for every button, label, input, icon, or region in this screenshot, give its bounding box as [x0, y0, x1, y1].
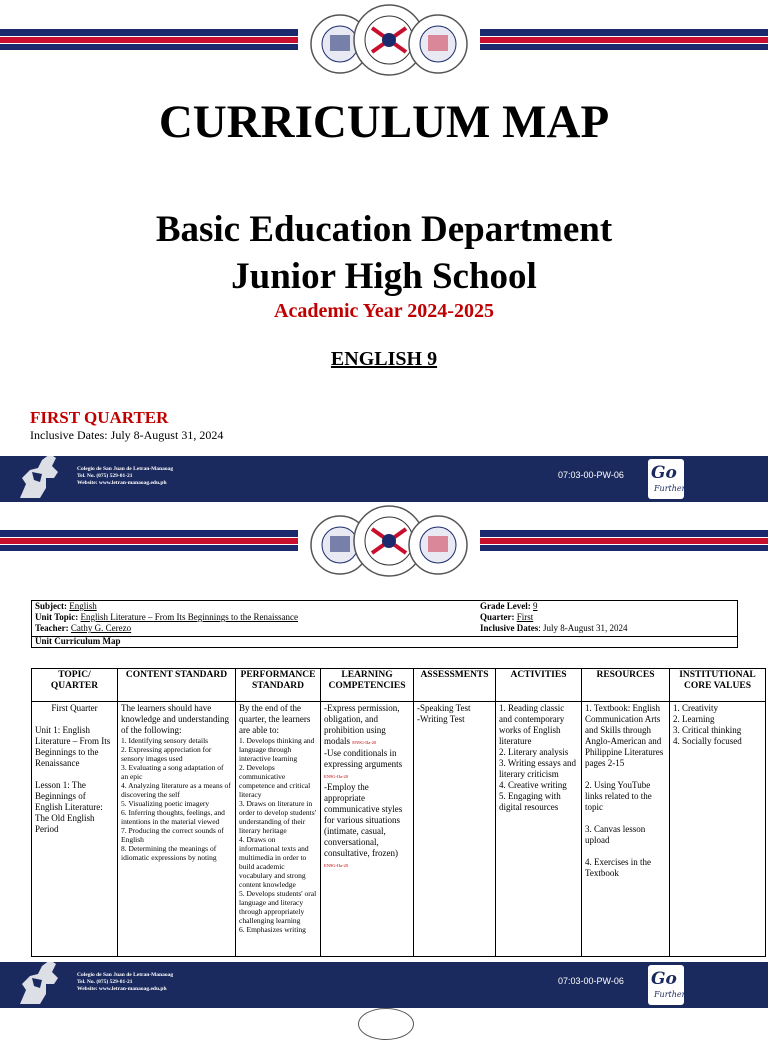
core-values-cell: 1. Creativity 2. Learning 3. Critical thinking 4. Socially focused [670, 702, 766, 957]
header-topic: TOPIC/ QUARTER [32, 669, 118, 702]
header-assessments: ASSESSMENTS [414, 669, 496, 702]
unit-topic-line: Unit Topic: English Literature – From Its Beginnings to the Renaissance [35, 612, 298, 622]
header-content-standard: CONTENT STANDARD [118, 669, 236, 702]
department-title: Basic Education Department [155, 209, 613, 250]
teacher-line: Teacher: Cathy G. Cerezo [35, 623, 132, 633]
horse-statue-icon [12, 448, 68, 502]
logo-text-go: Go [651, 969, 677, 989]
unit-map-label: Unit Curriculum Map [35, 636, 121, 646]
header-learning-competencies: LEARNING COMPETENCIES [321, 669, 414, 702]
school-seals [298, 2, 480, 82]
quarter-heading: FIRST QUARTER [30, 408, 169, 427]
inclusive-dates: Inclusive Dates: July 8-August 31, 2024 [30, 428, 224, 442]
dates-line: Inclusive Dates: July 8-August 31, 2024 [480, 623, 628, 633]
page-footer [0, 962, 768, 1008]
learning-competencies-cell: -Express permission, obligation, and prohibition using modals EN9G-IIa-20 -Use conditionals in expressing arguments EN9G-IIa-20 -Employ the appropriate communicative styles for various situations (intimate, casual, conversational, consultative, frozen) EN9G-IIa-20 [321, 702, 414, 957]
topic-cell: First Quarter Unit 1: English Literature – From Its Beginnings to the Renaissance Lesson 1: The Beginnings of English Literature: The Old English Period [32, 702, 118, 957]
footer-tel: Tel. No. (075) 529-01-21 [77, 979, 133, 985]
footer-website: Website: www.letran-manaoag.edu.ph [77, 986, 167, 992]
logo-text-further: Further [654, 484, 686, 493]
unit-info-box [31, 600, 738, 648]
curriculum-table [31, 668, 766, 957]
page-footer [0, 456, 768, 502]
school-seals [298, 503, 480, 583]
footer-school-name: Colegio de San Juan de Letran-Manaoag [77, 466, 174, 472]
footer-school-name: Colegio de San Juan de Letran-Manaoag [77, 972, 174, 978]
table-header-row [32, 669, 766, 702]
school-level-title: Junior High School [231, 256, 537, 297]
subject-heading: ENGLISH 9 [330, 348, 438, 370]
next-page-seal-peek [358, 1008, 414, 1040]
performance-standard-cell: By the end of the quarter, the learners are able to: 1. Develops thinking and language through interactive learning 2. Develops communicative competence and critical literacy 3. Draws on literature in order to develop students' understanding of their literary heritage 4. Draws on informational texts and multimedia in order to build academic vocabulary and strong content knowledge 5. Develops students' oral language and literacy through appropriately challenging learning 6. Emphasizes writing [236, 702, 321, 957]
go-further-logo [648, 459, 684, 499]
header-activities: ACTIVITIES [496, 669, 582, 702]
footer-tel: Tel. No. (075) 529-01-21 [77, 473, 133, 479]
resources-cell: 1. Textbook: English Communication Arts and Skills through Anglo-American and Philippine Literatures pages 2-15 2. Using YouTube links related to the topic 3. Canvas lesson upload 4. Exercises in the Textbook [582, 702, 670, 957]
footer-contact [77, 972, 173, 993]
header-resources: RESOURCES [582, 669, 670, 702]
content-standard-cell: The learners should have knowledge and understanding of the following: 1. Identifying sensory details 2. Expressing appreciation for sensory images used 3. Evaluating a song adaptation of an epic 4. Analyzing literature as a means of discovering the self 5. Visualizing poetic imagery 6. Inferring thoughts, feelings, and intentions in the material viewed 7. Producing the correct sounds of English 8. Determining the meanings of idiomatic expressions by noting [118, 702, 236, 957]
header-core-values: INSTITUTIONAL CORE VALUES [670, 669, 766, 702]
page-title: CURRICULUM MAP [158, 96, 610, 148]
footer-contact [77, 466, 173, 487]
table-row [32, 702, 766, 957]
assessments-cell: -Speaking Test -Writing Test [414, 702, 496, 957]
activities-cell: 1. Reading classic and contemporary works of English literature 2. Literary analysis 3. Writing essays and literary criticism 4. Creative writing 5. Engaging with digital resources [496, 702, 582, 957]
header-performance-standard: PERFORMANCE STANDARD [236, 669, 321, 702]
grade-line: Grade Level: 9 [480, 601, 538, 611]
go-further-logo [648, 965, 684, 1005]
horse-statue-icon [12, 954, 68, 1008]
academic-year: Academic Year 2024-2025 [274, 300, 494, 322]
subject-line: Subject: English [35, 601, 97, 611]
document-code: 07:03-00-PW-06 [558, 470, 624, 480]
seals-graphic [298, 2, 480, 82]
document-code: 07:03-00-PW-06 [558, 976, 624, 986]
logo-text-further: Further [654, 990, 686, 999]
footer-website: Website: www.letran-manaoag.edu.ph [77, 480, 167, 486]
quarter-line: Quarter: First [480, 612, 534, 622]
seals-graphic [298, 503, 480, 583]
logo-text-go: Go [651, 463, 677, 483]
